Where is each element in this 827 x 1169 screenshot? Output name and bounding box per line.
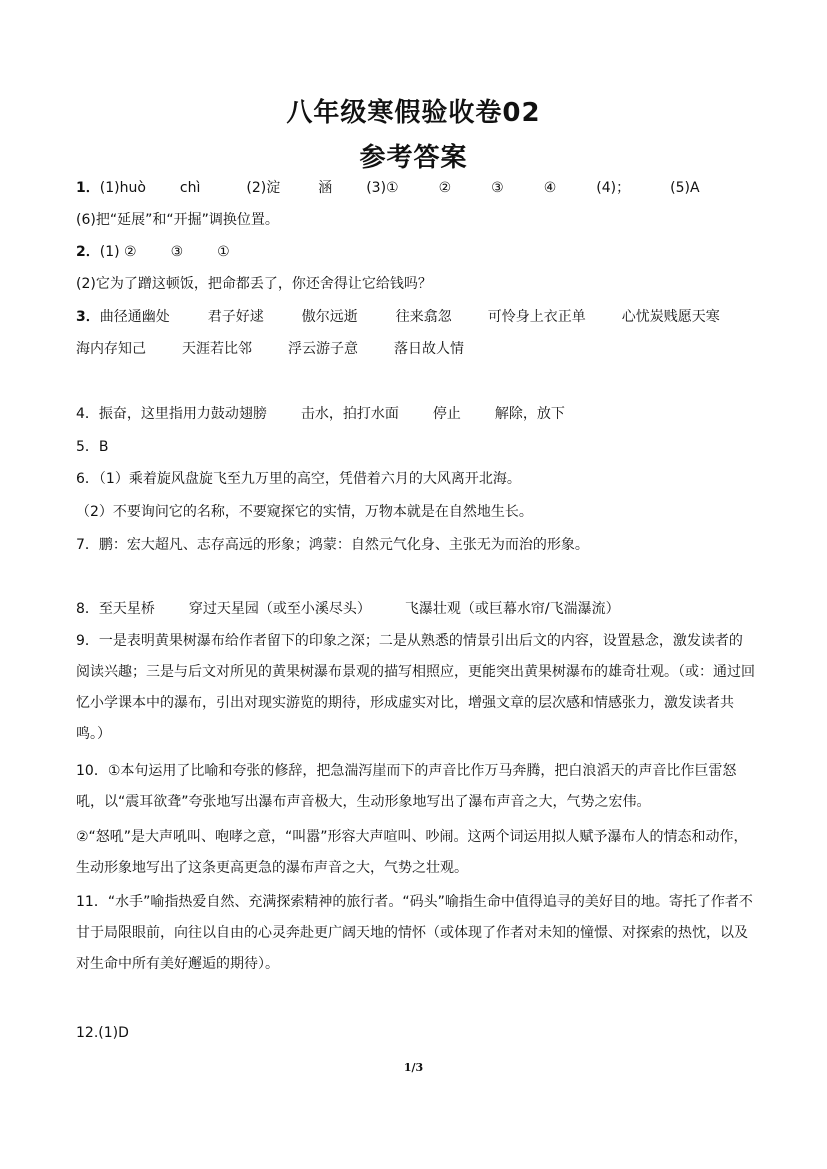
question-number: 3． — [76, 309, 100, 325]
answer-6-line-2: （2）不要询问它的名称，不要窥探它的实情，万物本就是在自然地生长。 — [76, 504, 533, 520]
answer-text: 鹏：宏大超凡、志存高远的形象；鸿蒙：自然元气化身、主张无为而治的形象。 — [98, 537, 589, 553]
answer-part: (5)A — [670, 180, 700, 196]
question-number: 4． — [76, 406, 99, 422]
answer-part: (1) ② — [99, 244, 137, 260]
answer-part: 心忧炭贱愿天寒 — [621, 309, 720, 325]
question-number: 6． — [76, 471, 99, 487]
answer-part: 可怜身上衣正单 — [487, 309, 586, 325]
answer-part: 穿过天星园（或至小溪尽头） — [188, 601, 371, 617]
answer-part: (1)huò — [99, 180, 146, 196]
answer-part: ③ — [170, 244, 184, 260]
question-number: 2． — [76, 244, 100, 260]
answer-part: ① — [217, 244, 230, 260]
answer-text: 一是表明黄果树瀑布给作者留下的印象之深；二是从熟悉的情景引出后文的内容，设置悬念，激发读者的阅读兴趣；三是与后文对所见的黄果树瀑布景观的描写相照应，更能突出黄果树瀑布的雄奇壮观。（或：通过回忆小学课本中的瀑布，引出对现实游览的期待，形成虚实对比，增强文章的层次感和情感张力，激发读者共鸣。） — [76, 633, 755, 742]
answer-part: 天涯若比邻 — [182, 341, 252, 357]
page-number: 1/3 — [403, 1061, 424, 1074]
question-number: 11． — [76, 894, 108, 910]
answer-part: ③ — [491, 180, 504, 196]
answer-10 — [76, 756, 756, 818]
answer-part: 君子好逑 — [207, 309, 264, 325]
answer-5 — [76, 437, 109, 457]
answer-part: 浮云游子意 — [288, 341, 358, 357]
answer-11 — [76, 887, 756, 980]
answer-part: (4)； — [596, 180, 631, 196]
answer-part: 往来翕忽 — [395, 309, 452, 325]
question-number: 1． — [76, 180, 100, 196]
answer-9 — [76, 626, 756, 750]
question-number: 8． — [76, 601, 99, 617]
answer-part: ② — [438, 180, 452, 196]
answer-8 — [76, 599, 620, 619]
answer-part: 傲尔远逝 — [301, 309, 358, 325]
answer-part: 飞瀑壮观（或巨幕水帘/飞湍瀑流） — [404, 601, 620, 617]
answer-6 — [76, 469, 521, 489]
answer-part: 落日故人情 — [394, 341, 464, 357]
answer-3-line-2 — [76, 339, 464, 359]
answer-part: (2)淀 — [246, 180, 281, 196]
answer-part: 曲径通幽处 — [99, 309, 170, 325]
answer-2-line-2: (2)它为了蹭这顿饭，把命都丢了，你还舍得让它给钱吗？ — [76, 276, 432, 292]
answer-part: 击水，拍打水面 — [300, 406, 399, 422]
answer-10-part-2: ②“怒吼”是大声吼叫、咆哮之意，“叫嚣”形容大声喧叫、吵闹。这两个词运用拟人赋予瀑布人的情态和动作，生动形象地写出了这条更高更急的瀑布声音之大，气势之壮观。 — [76, 829, 748, 876]
answer-1-line-2: (6)把“延展”和“开掘”调换位置。 — [76, 212, 279, 228]
answer-2 — [76, 242, 230, 262]
answer-part: 海内存知己 — [76, 341, 146, 357]
question-number: 9． — [76, 633, 99, 649]
answer-part: 涵 — [318, 180, 333, 196]
answer-3 — [76, 307, 720, 327]
answer-part: (3)① — [366, 180, 399, 196]
answer-part: 解除，放下 — [494, 406, 565, 422]
answer-1 — [76, 178, 700, 198]
answer-7 — [76, 535, 589, 555]
answer-part: chì — [179, 180, 201, 196]
answer-part: 停止 — [432, 406, 461, 422]
answer-text: B — [98, 439, 109, 455]
question-number: 7． — [76, 537, 99, 553]
question-number: 10． — [76, 763, 108, 779]
answer-text: “水手”喻指热爱自然、充满探索精神的旅行者。“码头”喻指生命中值得追寻的美好目的地。寄托了作者不甘于局限眼前，向往以自由的心灵奔赴更广阔天地的情怀（或体现了作者对未知的憧憬、对探索的热忱，以及对生命中所有美好邂逅的期待）。 — [76, 894, 753, 972]
page-subtitle: 参考答案 — [359, 143, 468, 173]
answer-part: 振奋，这里指用力鼓动翅膀 — [98, 406, 267, 422]
answer-text: ①本句运用了比喻和夸张的修辞，把急湍泻崖而下的声音比作万马奔腾，把白浪滔天的声音比作巨雷怒吼，以“震耳欲聋”夸张地写出瀑布声音极大，生动形象地写出了瀑布声音之大，气势之宏伟。 — [76, 763, 737, 810]
question-number: 5． — [76, 439, 99, 455]
answer-part: 至天星桥 — [98, 601, 155, 617]
page-title: 八年级寒假验收卷02 — [286, 98, 541, 128]
answer-12: 12.(1)D — [76, 1025, 129, 1041]
answer-text: （1）乘着旋风盘旋飞至九万里的高空，凭借着六月的大风离开北海。 — [98, 471, 521, 487]
answer-part: ④ — [543, 180, 557, 196]
answer-4 — [76, 404, 565, 424]
